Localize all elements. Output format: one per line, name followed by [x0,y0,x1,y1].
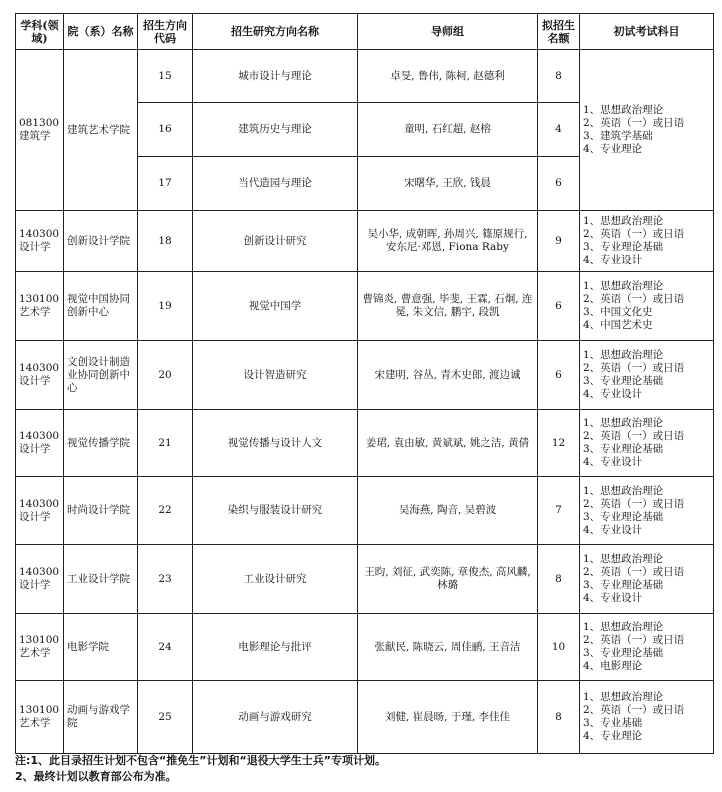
exam-item: 4、专业设计 [583,523,643,536]
code-cell: 21 [138,410,193,477]
subject-code: 130100 [19,634,60,646]
code-cell: 17 [138,157,193,211]
quota-cell: 4 [538,103,580,157]
exam-item: 3、专业理论基础 [583,647,664,659]
subject-cell [16,410,64,477]
exam-item: 3、专业理论基础 [583,579,664,591]
table-row [16,477,714,545]
subject-code: 130100 [19,704,60,716]
direction-cell: 动画与游戏研究 [193,681,358,754]
exam-item: 3、专业理论基础 [583,443,664,455]
subject-name: 建筑学 [19,130,51,142]
exam-item: 4、专业理论 [583,143,643,155]
subject-cell [16,272,64,341]
direction-cell: 当代造园与理论 [193,157,358,211]
code-cell: 15 [138,50,193,103]
subject-name: 设计学 [19,579,51,591]
code-cell: 19 [138,272,193,341]
exam-item: 2、英语（一）或日语 [583,117,685,129]
exam-cell [580,341,714,410]
direction-cell: 染织与服装设计研究 [193,477,358,545]
quota-cell: 6 [538,272,580,341]
exam-item: 3、专业理论基础 [583,510,664,523]
subject-name: 设计学 [19,443,51,455]
quota-cell: 12 [538,410,580,477]
quota-cell: 6 [538,341,580,410]
school-cell: 电影学院 [64,614,138,681]
enrollment-table [15,13,714,754]
tutors-cell: 卓旻, 鲁伟, 陈柯, 赵德利 [358,50,538,103]
direction-cell: 建筑历史与理论 [193,103,358,157]
exam-item: 2、英语（一）或日语 [583,634,685,646]
exam-item: 3、建筑学基础 [583,130,653,142]
direction-cell: 电影理论与批评 [193,614,358,681]
code-cell: 16 [138,103,193,157]
subject-name: 设计学 [19,375,51,387]
school-cell: 时尚设计学院 [64,477,138,545]
subject-code: 081300 [19,117,60,129]
exam-item: 4、电影理论 [583,660,643,672]
exam-item: 4、专业设计 [583,388,643,400]
footnotes [15,753,715,785]
exam-item: 4、专业理论 [583,730,643,742]
exam-item: 1、思想政治理论 [583,691,664,703]
exam-cell [580,681,714,754]
subject-name: 艺术学 [19,717,51,729]
exam-cell [580,211,714,272]
header-code: 招生方向代码 [138,14,193,50]
table-row [16,50,714,103]
school-cell: 视觉传播学院 [64,410,138,477]
quota-cell: 9 [538,211,580,272]
subject-code: 140300 [19,430,60,442]
table-row [16,614,714,681]
school-cell: 视觉中国协同创新中心 [64,272,138,341]
subject-name: 设计学 [19,510,51,523]
exam-cell [580,272,714,341]
subject-code: 140300 [19,362,60,374]
header-exam: 初试考试科目 [580,14,714,50]
exam-item: 2、英语（一）或日语 [583,704,685,716]
quota-cell: 8 [538,50,580,103]
subject-cell [16,545,64,614]
exam-item: 4、专业设计 [583,456,643,468]
header-subject: 学科(领域) [16,14,64,50]
subject-code: 140300 [19,497,60,510]
code-cell: 23 [138,545,193,614]
direction-cell: 城市设计与理论 [193,50,358,103]
school-cell: 工业设计学院 [64,545,138,614]
code-cell: 20 [138,341,193,410]
direction-cell: 设计智造研究 [193,341,358,410]
table-row [16,681,714,754]
footnote-1: 注:1、此目录招生计划不包含“推免生”计划和“退役大学生士兵”专项计划。 [15,754,386,767]
exam-item: 3、专业理论基础 [583,375,664,387]
subject-cell [16,614,64,681]
exam-item: 2、英语（一）或日语 [583,228,685,240]
tutors-cell: 宋曙华, 王欣, 钱晨 [358,157,538,211]
tutors-cell: 张献民, 陈晓云, 周佳鹂, 王音洁 [358,614,538,681]
subject-cell [16,211,64,272]
footnote-2: 2、最终计划以教育部公布为准。 [15,770,177,783]
exam-item: 1、思想政治理论 [583,621,664,633]
header-quota: 拟招生名额 [538,14,580,50]
direction-cell: 创新设计研究 [193,211,358,272]
header-school: 院（系）名称 [64,14,138,50]
exam-item: 1、思想政治理论 [583,349,664,361]
school-cell: 文创设计制造业协同创新中心 [64,341,138,410]
subject-code: 140300 [19,566,60,578]
exam-item: 2、英语（一）或日语 [583,430,685,442]
table-row [16,545,714,614]
header-direction: 招生研究方向名称 [193,14,358,50]
code-cell: 22 [138,477,193,545]
tutors-cell: 曹锦炎, 曹意强, 毕斐, 王霖, 石炯, 连冕, 朱文信, 鹏宇, 段凯 [358,272,538,341]
exam-cell [580,545,714,614]
exam-item: 3、专业基础 [583,717,643,729]
quota-cell: 7 [538,477,580,545]
subject-name: 艺术学 [19,306,51,318]
school-cell: 建筑艺术学院 [64,50,138,211]
exam-item: 4、专业设计 [583,592,643,604]
tutors-cell: 宋建明, 谷丛, 青木史郎, 渡边诚 [358,341,538,410]
code-cell: 24 [138,614,193,681]
exam-item: 2、英语（一）或日语 [583,362,685,374]
table-row [16,272,714,341]
direction-cell: 视觉传播与设计人文 [193,410,358,477]
exam-item: 4、中国艺术史 [583,319,653,331]
exam-item: 1、思想政治理论 [583,484,664,497]
exam-item: 2、英语（一）或日语 [583,293,685,305]
exam-cell [580,410,714,477]
tutors-cell: 王昀, 刘征, 武奕陈, 章俊杰, 高风麟, 林璐 [358,545,538,614]
exam-item: 3、专业理论基础 [583,241,664,253]
subject-name: 艺术学 [19,647,51,659]
school-cell: 动画与游戏学院 [64,681,138,754]
exam-item: 2、英语（一）或日语 [583,497,685,510]
table-row [16,410,714,477]
exam-item: 4、专业设计 [583,254,643,266]
quota-cell: 10 [538,614,580,681]
exam-cell [580,50,714,211]
header-row [16,14,714,50]
exam-item: 2、英语（一）或日语 [583,566,685,578]
exam-item: 1、思想政治理论 [583,215,664,227]
code-cell: 18 [138,211,193,272]
code-cell: 25 [138,681,193,754]
exam-item: 1、思想政治理论 [583,553,664,565]
quota-cell: 6 [538,157,580,211]
direction-cell: 工业设计研究 [193,545,358,614]
header-tutors: 导师组 [358,14,538,50]
subject-cell [16,50,64,211]
quota-cell: 8 [538,545,580,614]
subject-name: 设计学 [19,241,51,253]
exam-item: 1、思想政治理论 [583,280,664,292]
tutors-cell: 吴小华, 成朝晖, 孙周兴, 篠原规行, 安东尼·邓恩, Fiona Raby [358,211,538,272]
exam-cell [580,477,714,545]
exam-cell [580,614,714,681]
direction-cell: 视觉中国学 [193,272,358,341]
subject-code: 130100 [19,293,60,305]
table-row [16,341,714,410]
table-row [16,211,714,272]
exam-item: 1、思想政治理论 [583,417,664,429]
tutors-cell: 童明, 石红超, 赵榕 [358,103,538,157]
tutors-cell: 吴海燕, 陶音, 吴碧波 [358,477,538,545]
subject-code: 140300 [19,228,60,240]
subject-cell [16,681,64,754]
exam-item: 3、中国文化史 [583,306,653,318]
school-cell: 创新设计学院 [64,211,138,272]
quota-cell: 8 [538,681,580,754]
tutors-cell: 刘健, 崔晨旸, 于瑾, 李佳佳 [358,681,538,754]
subject-cell [16,341,64,410]
tutors-cell: 姜珺, 袁由敏, 黄斌斌, 姚之洁, 黄倩 [358,410,538,477]
exam-item: 1、思想政治理论 [583,104,664,116]
subject-cell [16,477,64,545]
